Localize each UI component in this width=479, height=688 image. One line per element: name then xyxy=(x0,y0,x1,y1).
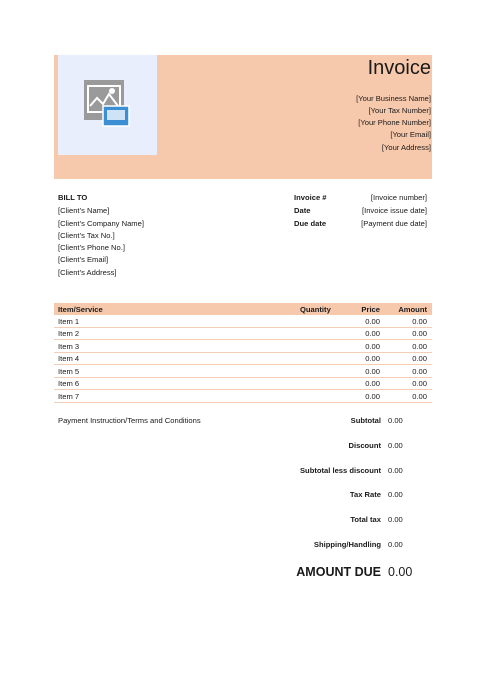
client-email: [Client’s Email] xyxy=(58,255,109,264)
invoice-date-value: [Invoice issue date] xyxy=(361,206,427,215)
table-row-amount: 0.00 xyxy=(412,354,427,363)
table-row-amount: 0.00 xyxy=(412,329,427,338)
due-date-value: [Payment due date] xyxy=(361,219,427,228)
image-placeholder-icon xyxy=(84,80,130,128)
invoice-date-label: Date xyxy=(294,206,311,215)
tax-rate-label: Tax Rate xyxy=(349,490,381,499)
table-row-item: Item 5 xyxy=(58,367,80,376)
column-header-quantity: Quantity xyxy=(300,305,331,314)
bill-to-heading: BILL TO xyxy=(58,193,88,202)
client-company: [Client’s Company Name] xyxy=(58,219,144,228)
table-row-amount: 0.00 xyxy=(412,367,427,376)
client-address: [Client’s Address] xyxy=(58,268,117,277)
business-email: [Your Email] xyxy=(390,130,431,139)
table-row-price: 0.00 xyxy=(365,354,380,363)
client-tax-no: [Client’s Tax No.] xyxy=(58,231,115,240)
table-row-amount: 0.00 xyxy=(412,392,427,401)
discount-value: 0.00 xyxy=(388,441,403,450)
total-tax-label: Total tax xyxy=(350,515,381,524)
table-row-amount: 0.00 xyxy=(412,342,427,351)
table-row-item: Item 3 xyxy=(58,342,80,351)
column-header-price: Price xyxy=(361,305,380,314)
business-phone: [Your Phone Number] xyxy=(358,118,431,127)
total-tax-value: 0.00 xyxy=(388,515,403,524)
table-row-amount: 0.00 xyxy=(412,317,427,326)
amount-due-label: AMOUNT DUE xyxy=(296,565,381,579)
amount-due-value: 0.00 xyxy=(388,565,413,579)
table-row-price: 0.00 xyxy=(365,379,380,388)
table-row-item: Item 7 xyxy=(58,392,80,401)
client-phone: [Client’s Phone No.] xyxy=(58,243,125,252)
column-header-amount: Amount xyxy=(398,305,427,314)
table-row-price: 0.00 xyxy=(365,317,380,326)
client-name: [Client’s Name] xyxy=(58,206,110,215)
table-row-item: Item 4 xyxy=(58,354,80,363)
row-divider xyxy=(54,389,432,390)
table-row-price: 0.00 xyxy=(365,342,380,351)
invoice-number-label: Invoice # xyxy=(294,193,327,202)
tax-rate-value: 0.00 xyxy=(388,490,403,499)
invoice-number-value: [Invoice number] xyxy=(370,193,427,202)
table-row-item: Item 2 xyxy=(58,329,80,338)
business-name: [Your Business Name] xyxy=(356,94,431,103)
row-divider xyxy=(54,327,432,328)
table-row-item: Item 6 xyxy=(58,379,80,388)
row-divider xyxy=(54,402,432,403)
table-row-item: Item 1 xyxy=(58,317,80,326)
row-divider xyxy=(54,364,432,365)
discount-label: Discount xyxy=(348,441,381,450)
table-row-price: 0.00 xyxy=(365,392,380,401)
invoice-title: Invoice xyxy=(367,57,431,79)
table-row-price: 0.00 xyxy=(365,367,380,376)
row-divider xyxy=(54,352,432,353)
subtotal-value: 0.00 xyxy=(388,416,403,425)
row-divider xyxy=(54,339,432,340)
terms-label: Payment Instruction/Terms and Conditions xyxy=(58,416,201,425)
business-tax-number: [Your Tax Number] xyxy=(368,106,431,115)
business-address: [Your Address] xyxy=(381,143,431,152)
shipping-value: 0.00 xyxy=(388,540,403,549)
subtotal-label: Subtotal xyxy=(350,416,381,425)
table-row-amount: 0.00 xyxy=(412,379,427,388)
column-header-item: Item/Service xyxy=(58,305,103,314)
row-divider xyxy=(54,377,432,378)
subtotal-less-discount-value: 0.00 xyxy=(388,466,403,475)
table-row-price: 0.00 xyxy=(365,329,380,338)
due-date-label: Due date xyxy=(294,219,327,228)
subtotal-less-discount-label: Subtotal less discount xyxy=(299,466,381,475)
shipping-label: Shipping/Handling xyxy=(313,540,381,549)
